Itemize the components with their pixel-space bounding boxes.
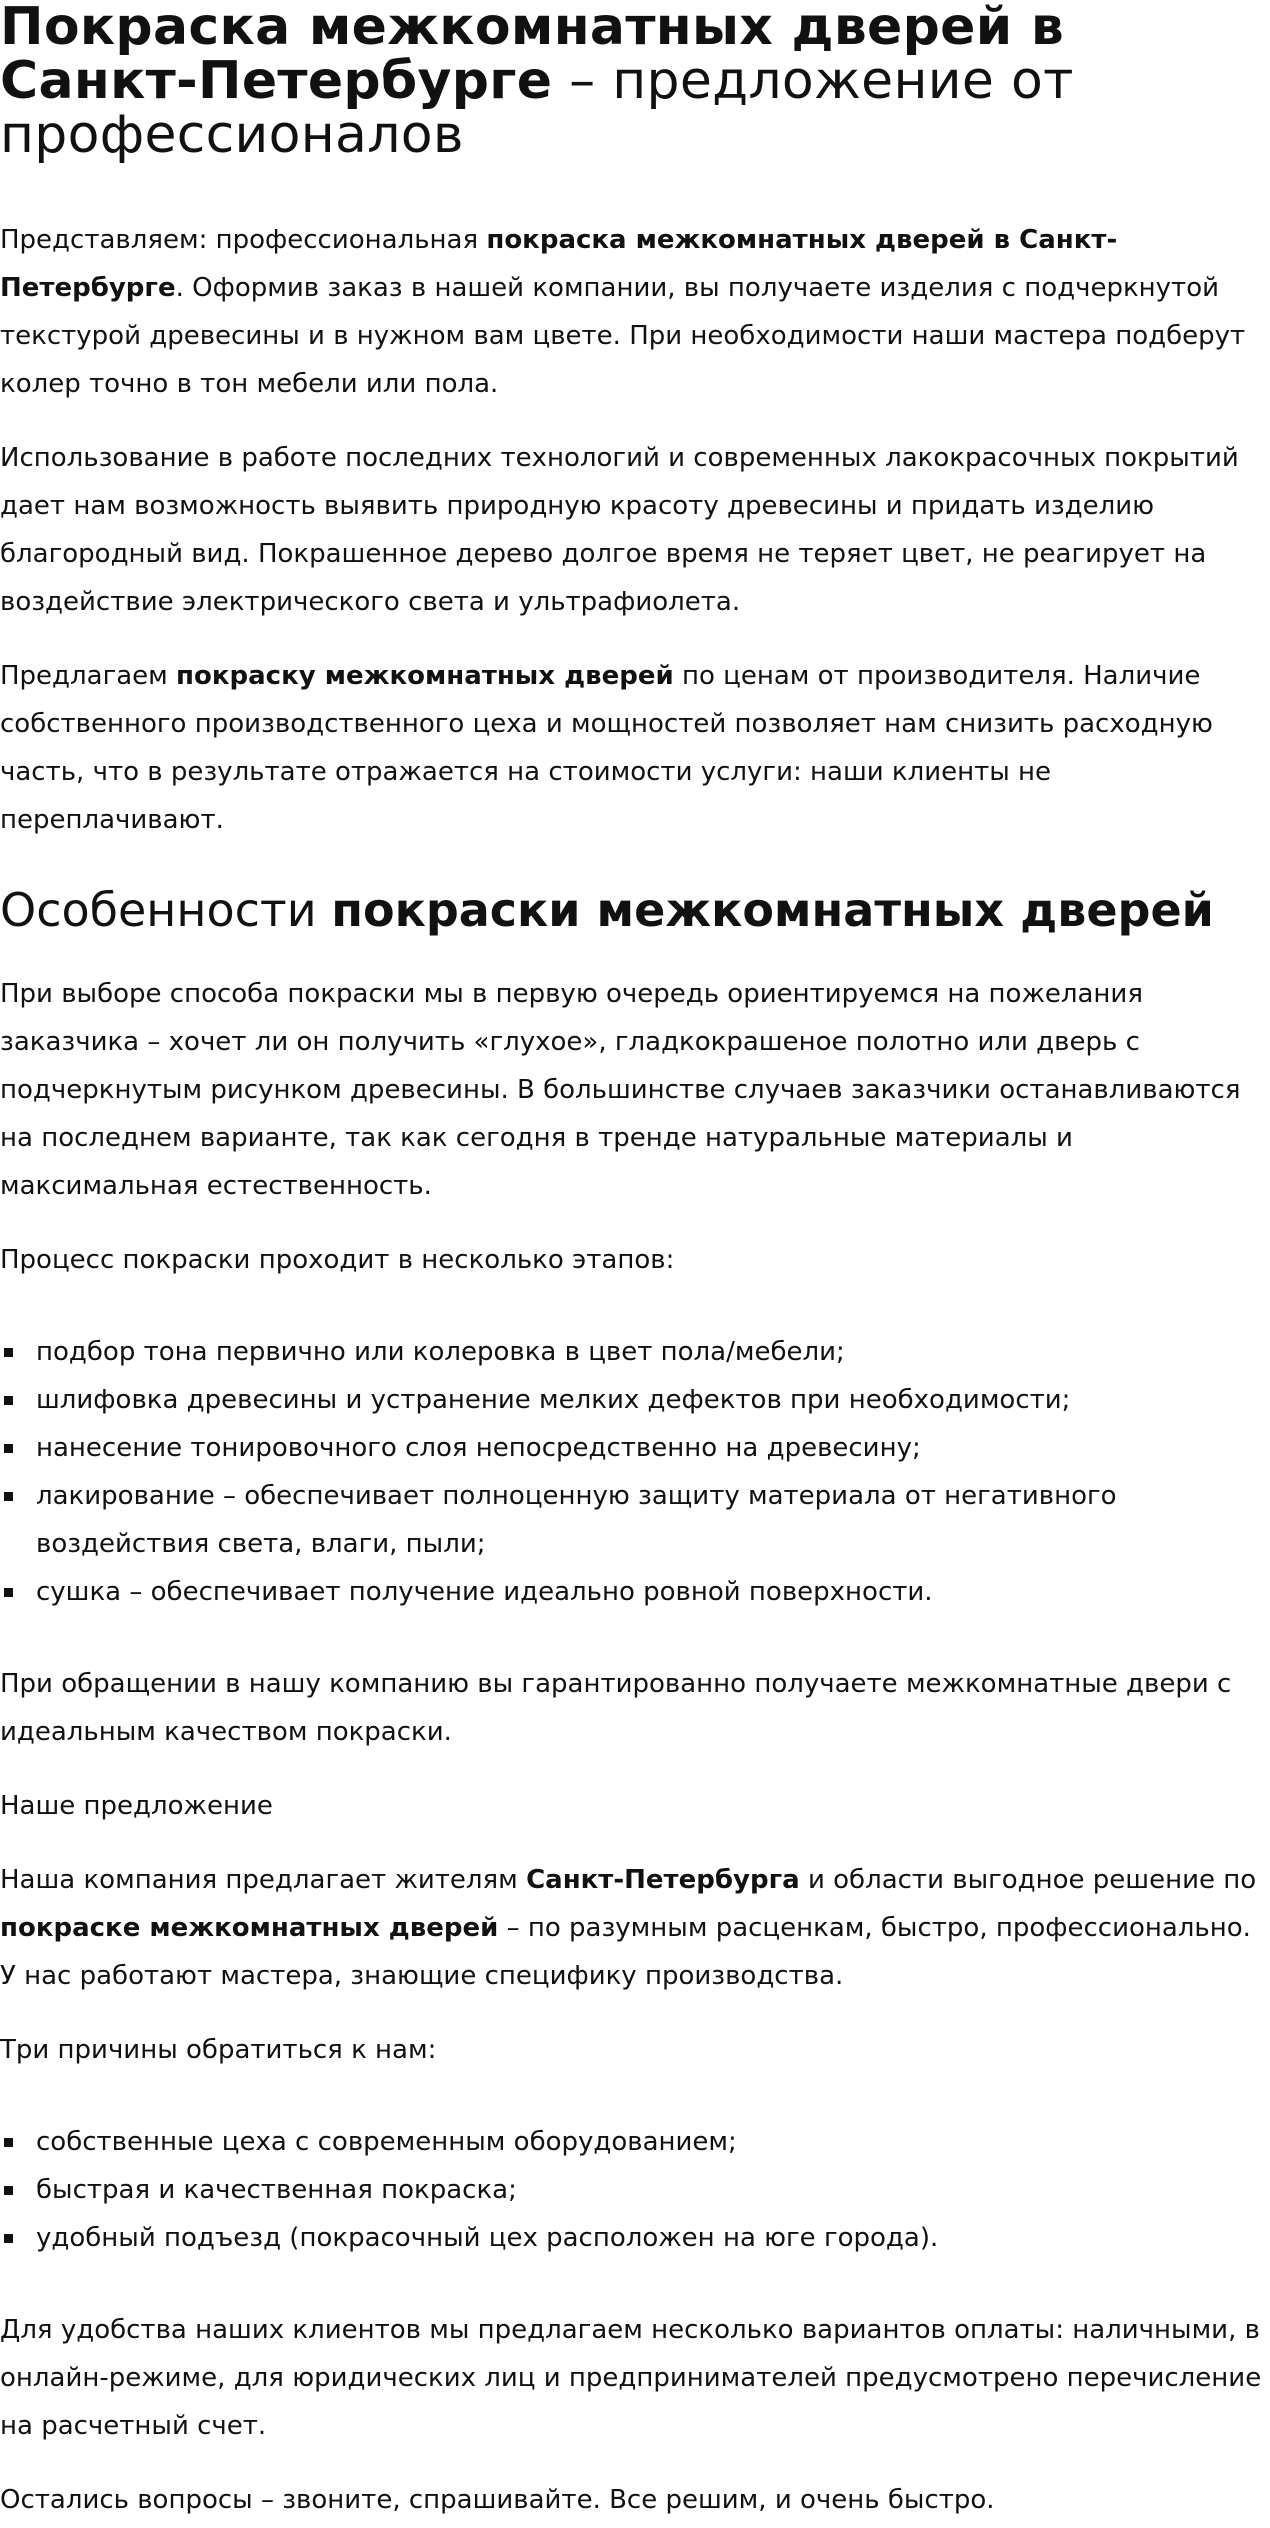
list-item bbox=[0, 1424, 1270, 1472]
offer-paragraph-4: Остались вопросы – звоните, спрашивайте. Все решим, и очень быстро. bbox=[0, 2485, 995, 2515]
text: Предлагаем bbox=[0, 661, 177, 691]
bold-text: покраску межкомнатных дверей bbox=[176, 661, 674, 691]
list-item bbox=[0, 1472, 1270, 1568]
list-item bbox=[0, 1376, 1270, 1424]
steps-list bbox=[0, 1328, 1270, 1616]
square-bullet-icon bbox=[4, 1396, 13, 1405]
intro-paragraph-1 bbox=[0, 216, 1270, 408]
list-item-text: собственные цеха с современным оборудованием; bbox=[36, 2127, 737, 2157]
heading-text: Особенности bbox=[0, 883, 332, 937]
page-title-rest: – предложение от профессионалов bbox=[0, 51, 1074, 165]
list-item-text: подбор тона первично или колеровка в цвет пола/мебели; bbox=[36, 1337, 845, 1367]
square-bullet-icon bbox=[4, 2138, 13, 2147]
offer-paragraph-3: Для удобства наших клиентов мы предлагаем несколько вариантов оплаты: наличными, в онлайн-режиме, для юридических лиц и предпринимателей предусмотрено перечисление на расчетный счет. bbox=[0, 2315, 1262, 2441]
intro-paragraph-3 bbox=[0, 652, 1270, 844]
features-paragraph-1: При выборе способа покраски мы в первую очередь ориентируемся на пожелания заказчика – хочет ли он получить «глухое», гладкокрашеное полотно или дверь с подчеркнутым рисунком древесины. В большинстве случаев заказчики останавливаются на последнем варианте, так как сегодня в тренде натуральные материалы и максимальная естественность. bbox=[0, 979, 1241, 1201]
reasons-list bbox=[0, 2118, 1270, 2262]
square-bullet-icon bbox=[4, 1588, 13, 1597]
intro-paragraph-2: Использование в работе последних технологий и современных лакокрасочных покрытий дает нам возможность выявить природную красоту древесины и придать изделию благородный вид. Покрашенное дерево долгое время не теряет цвет, не реагирует на воздействие электрического света и ультрафиолета. bbox=[0, 443, 1239, 617]
list-item bbox=[0, 1328, 1270, 1376]
text: по ценам от производителя. Наличие собственного производственного цеха и мощностей позволяет нам снизить расходную часть, что в результате отражается на стоимости услуги: наши клиенты не переплачивают. bbox=[0, 661, 1213, 835]
list-item-text: шлифовка древесины и устранение мелких дефектов при необходимости; bbox=[36, 1385, 1071, 1415]
square-bullet-icon bbox=[4, 1348, 13, 1357]
square-bullet-icon bbox=[4, 2186, 13, 2195]
text: и области выгодное решение по bbox=[799, 1865, 1257, 1895]
text: . Оформив заказ в нашей компании, вы получаете изделия с подчеркнутой текстурой древесины и в нужном вам цвете. При необходимости наши мастера подберут колер точно в тон мебели или пола. bbox=[0, 273, 1246, 399]
page-title bbox=[0, 0, 1270, 165]
offer-paragraph-2: Три причины обратиться к нам: bbox=[0, 2035, 437, 2065]
features-paragraph-3: При обращении в нашу компанию вы гарантированно получаете межкомнатные двери с идеальным качеством покраски. bbox=[0, 1669, 1232, 1747]
list-item-text: лакирование – обеспечивает полноценную защиту материала от негативного воздействия света, влаги, пыли; bbox=[36, 1481, 1117, 1559]
square-bullet-icon bbox=[4, 2234, 13, 2243]
list-item bbox=[0, 2214, 1270, 2262]
bold-text: покраске межкомнатных дверей bbox=[0, 1913, 499, 1943]
list-item-text: быстрая и качественная покраска; bbox=[36, 2175, 517, 2205]
square-bullet-icon bbox=[4, 1444, 13, 1453]
text: Представляем: профессиональная bbox=[0, 225, 487, 255]
list-item-text: сушка – обеспечивает получение идеально ровной поверхности. bbox=[36, 1577, 933, 1607]
bold-text: покраска межкомнатных дверей в Санкт-Петербурге bbox=[0, 225, 1118, 303]
bold-text: Санкт-Петербурга bbox=[526, 1865, 800, 1895]
features-heading bbox=[0, 882, 1270, 938]
page-title-bold: Покраска межкомнатных дверей в Санкт-Петербурге bbox=[0, 0, 1065, 111]
square-bullet-icon bbox=[4, 1492, 13, 1501]
text: – по разумным расценкам, быстро, профессионально. У нас работают мастера, знающие специфику производства. bbox=[0, 1913, 1251, 1991]
offer-heading: Наше предложение bbox=[0, 1791, 273, 1821]
list-item-text: нанесение тонировочного слоя непосредственно на древесину; bbox=[36, 1433, 921, 1463]
text: Наша компания предлагает жителям bbox=[0, 1865, 527, 1895]
list-item bbox=[0, 1568, 1270, 1616]
offer-paragraph-1 bbox=[0, 1856, 1270, 2000]
list-item bbox=[0, 2118, 1270, 2166]
list-item-text: удобный подъезд (покрасочный цех расположен на юге города). bbox=[36, 2223, 939, 2253]
heading-bold: покраски межкомнатных дверей bbox=[331, 883, 1214, 937]
features-paragraph-2: Процесс покраски проходит в несколько этапов: bbox=[0, 1245, 675, 1275]
list-item bbox=[0, 2166, 1270, 2214]
